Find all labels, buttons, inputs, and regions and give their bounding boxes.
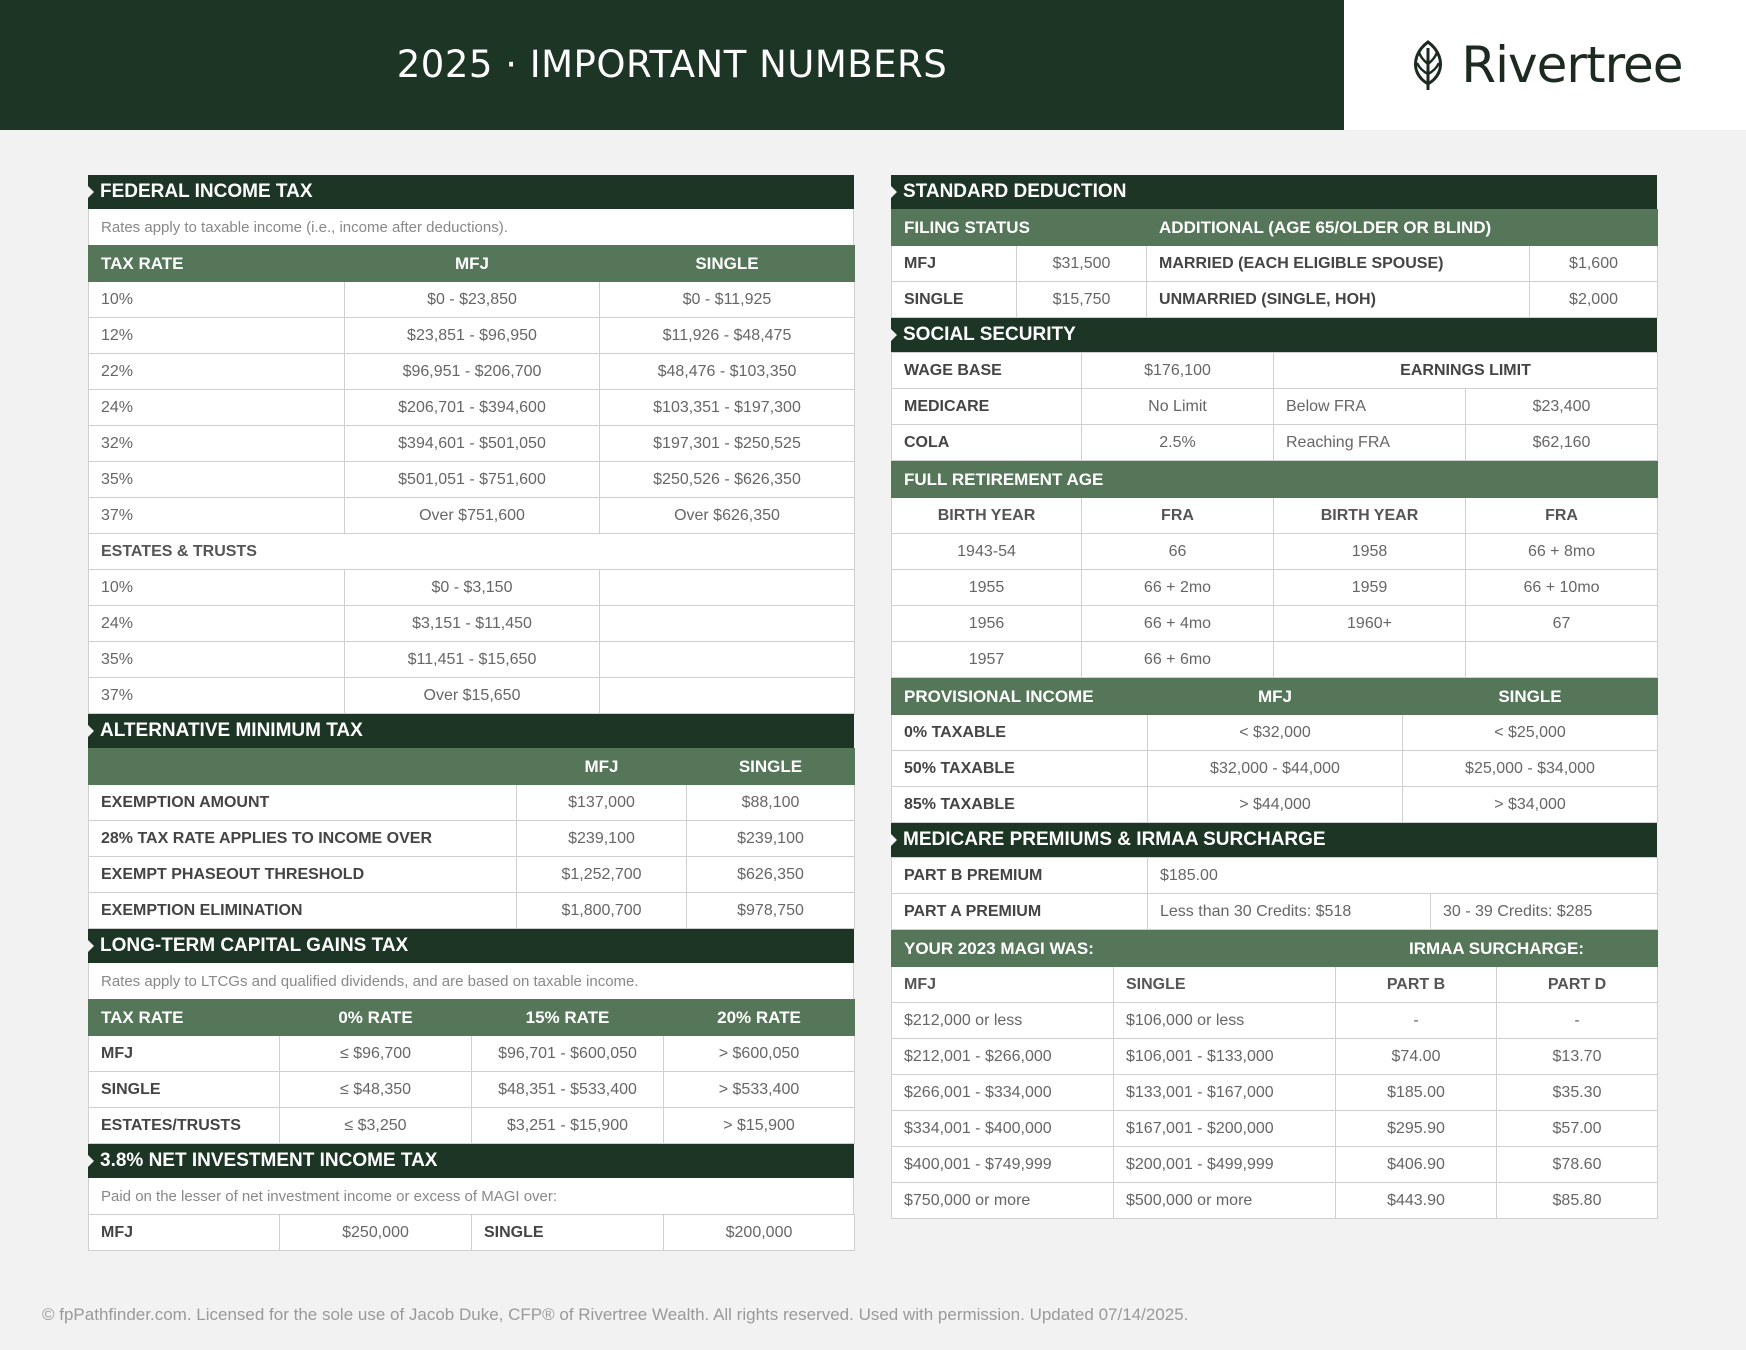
cell: $978,750	[687, 893, 855, 929]
table-row	[89, 785, 855, 821]
cell: 22%	[89, 354, 345, 390]
table-row	[89, 354, 855, 390]
header-cell: ADDITIONAL (AGE 65/OLDER OR BLIND)	[1147, 210, 1658, 246]
cell: 30 - 39 Credits: $285	[1431, 894, 1658, 930]
cell: $167,001 - $200,000	[1114, 1111, 1336, 1147]
cell: Less than 30 Credits: $518	[1148, 894, 1431, 930]
table-row	[892, 715, 1658, 751]
header-cell: BIRTH YEAR	[1274, 498, 1466, 534]
amt-table	[88, 748, 855, 929]
cell: $200,000	[664, 1215, 855, 1251]
cell: ≤ $48,350	[280, 1072, 472, 1108]
cell: $443.90	[1336, 1183, 1497, 1219]
empty-cell	[600, 678, 855, 714]
right-column	[891, 175, 1657, 1219]
left-column	[88, 175, 854, 1251]
table-header-row	[89, 246, 855, 282]
header-cell: 0% RATE	[280, 1000, 472, 1036]
row-label: 85% TAXABLE	[892, 787, 1148, 823]
row-label: MEDICARE	[892, 389, 1082, 425]
section-header-row	[892, 462, 1658, 498]
table-row	[89, 821, 855, 857]
section-title: FULL RETIREMENT AGE	[892, 462, 1658, 498]
cell: ≤ $96,700	[280, 1036, 472, 1072]
cell	[1274, 642, 1466, 678]
section-title: MEDICARE PREMIUMS & IRMAA SURCHARGE	[891, 823, 1657, 857]
table-row	[89, 642, 855, 678]
row-label: PART B PREMIUM	[892, 858, 1148, 894]
table-row	[89, 857, 855, 893]
cell: > $15,900	[664, 1108, 855, 1144]
cell: 66 + 4mo	[1082, 606, 1274, 642]
cell: $13.70	[1497, 1039, 1658, 1075]
row-label: WAGE BASE	[892, 353, 1082, 389]
cell: $0 - $11,925	[600, 282, 855, 318]
header-cell: PROVISIONAL INCOME	[892, 679, 1148, 715]
rivertree-logo	[1344, 0, 1746, 130]
table-row	[89, 1108, 855, 1144]
cell: $500,000 or more	[1114, 1183, 1336, 1219]
row-label: 28% TAX RATE APPLIES TO INCOME OVER	[89, 821, 517, 857]
cell: ≤ $3,250	[280, 1108, 472, 1144]
cell: $106,001 - $133,000	[1114, 1039, 1336, 1075]
cell: Below FRA	[1274, 389, 1466, 425]
table-row	[892, 1003, 1658, 1039]
table-header-row	[892, 967, 1658, 1003]
cell: $103,351 - $197,300	[600, 390, 855, 426]
row-label: SINGLE	[472, 1215, 664, 1251]
row-label: EXEMPT PHASEOUT THRESHOLD	[89, 857, 517, 893]
row-label: MFJ	[89, 1215, 280, 1251]
table-row	[89, 893, 855, 929]
cell: $750,000 or more	[892, 1183, 1114, 1219]
section-note: Paid on the lesser of net investment income or excess of MAGI over:	[88, 1178, 854, 1214]
table-row	[89, 390, 855, 426]
cell: $96,951 - $206,700	[345, 354, 600, 390]
cell: 1958	[1274, 534, 1466, 570]
cell: $334,001 - $400,000	[892, 1111, 1114, 1147]
cell: Over $15,650	[345, 678, 600, 714]
table-row	[89, 462, 855, 498]
table-header-row	[892, 498, 1658, 534]
cell: > $44,000	[1148, 787, 1403, 823]
table-row	[892, 1147, 1658, 1183]
table-row	[892, 1075, 1658, 1111]
page-title: 2025 · IMPORTANT NUMBERS	[396, 43, 948, 86]
table-row	[89, 318, 855, 354]
cell: $31,500	[1017, 246, 1147, 282]
cell: $239,100	[687, 821, 855, 857]
table-row	[892, 606, 1658, 642]
row-label: EXEMPTION AMOUNT	[89, 785, 517, 821]
cell: 10%	[89, 570, 345, 606]
page-header	[0, 0, 1746, 130]
table-row	[892, 282, 1658, 318]
row-label: UNMARRIED (SINGLE, HOH)	[1147, 282, 1530, 318]
cell: $206,701 - $394,600	[345, 390, 600, 426]
table-row	[89, 282, 855, 318]
federal-income-tax-table	[88, 245, 855, 714]
cell: 1943-54	[892, 534, 1082, 570]
cell: 37%	[89, 498, 345, 534]
cell: > $34,000	[1403, 787, 1658, 823]
cell: $88,100	[687, 785, 855, 821]
row-label: 50% TAXABLE	[892, 751, 1148, 787]
cell: $25,000 - $34,000	[1403, 751, 1658, 787]
provisional-income-table	[891, 678, 1658, 823]
table-row	[89, 498, 855, 534]
cell: 66 + 8mo	[1466, 534, 1658, 570]
cell: 32%	[89, 426, 345, 462]
header-cell: PART B	[1336, 967, 1497, 1003]
section-title: STANDARD DEDUCTION	[891, 175, 1657, 209]
header-cell: SINGLE	[600, 246, 855, 282]
table-row	[89, 1072, 855, 1108]
section-title: SOCIAL SECURITY	[891, 318, 1657, 352]
header-cell: FRA	[1082, 498, 1274, 534]
cell: $133,001 - $167,000	[1114, 1075, 1336, 1111]
table-row	[89, 1036, 855, 1072]
header-cell: TAX RATE	[89, 1000, 280, 1036]
cell: $3,151 - $11,450	[345, 606, 600, 642]
cell: $1,252,700	[517, 857, 687, 893]
cell: $212,001 - $266,000	[892, 1039, 1114, 1075]
row-label: ESTATES/TRUSTS	[89, 1108, 280, 1144]
cell: $78.60	[1497, 1147, 1658, 1183]
ltcg-table	[88, 999, 855, 1144]
header-cell: FILING STATUS	[892, 210, 1147, 246]
table-header-row	[89, 1000, 855, 1036]
table-row	[89, 570, 855, 606]
cell	[1466, 642, 1658, 678]
section-note: Rates apply to LTCGs and qualified dividends, and are based on taxable income.	[88, 963, 854, 999]
header-cell: 15% RATE	[472, 1000, 664, 1036]
cell: $200,001 - $499,999	[1114, 1147, 1336, 1183]
header-cell: MFJ	[1148, 679, 1403, 715]
niit-table	[88, 1214, 855, 1251]
empty-cell	[600, 642, 855, 678]
table-row	[892, 1039, 1658, 1075]
cell: No Limit	[1082, 389, 1274, 425]
empty-cell	[600, 606, 855, 642]
cell: $106,000 or less	[1114, 1003, 1336, 1039]
cell: 10%	[89, 282, 345, 318]
estates-trusts-label: ESTATES & TRUSTS	[89, 534, 855, 570]
table-header-row	[892, 931, 1658, 967]
cell: $23,400	[1466, 389, 1658, 425]
cell: $23,851 - $96,950	[345, 318, 600, 354]
table-header-row	[892, 210, 1658, 246]
cell: $626,350	[687, 857, 855, 893]
cell: $48,351 - $533,400	[472, 1072, 664, 1108]
estates-trusts-row	[89, 534, 855, 570]
section-title: LONG-TERM CAPITAL GAINS TAX	[88, 929, 854, 963]
cell: 1957	[892, 642, 1082, 678]
cell: $185.00	[1148, 858, 1658, 894]
section-title: ALTERNATIVE MINIMUM TAX	[88, 714, 854, 748]
cell: $394,601 - $501,050	[345, 426, 600, 462]
row-label: MFJ	[89, 1036, 280, 1072]
table-row	[892, 1183, 1658, 1219]
cell: $0 - $3,150	[345, 570, 600, 606]
cell: 66	[1082, 534, 1274, 570]
table-row	[892, 353, 1658, 389]
cell: 66 + 10mo	[1466, 570, 1658, 606]
standard-deduction-table	[891, 209, 1658, 318]
cell: $250,000	[280, 1215, 472, 1251]
cell: $501,051 - $751,600	[345, 462, 600, 498]
cell: $15,750	[1017, 282, 1147, 318]
full-retirement-age-table	[891, 461, 1658, 678]
cell: $266,001 - $334,000	[892, 1075, 1114, 1111]
section-note: Rates apply to taxable income (i.e., income after deductions).	[88, 209, 854, 245]
section-title: FEDERAL INCOME TAX	[88, 175, 854, 209]
table-header-row	[892, 679, 1658, 715]
row-label: SINGLE	[892, 282, 1017, 318]
section-title: 3.8% NET INVESTMENT INCOME TAX	[88, 1144, 854, 1178]
header-cell: SINGLE	[1403, 679, 1658, 715]
cell: 67	[1466, 606, 1658, 642]
row-label: PART A PREMIUM	[892, 894, 1148, 930]
cell: $400,001 - $749,999	[892, 1147, 1114, 1183]
cell: 1960+	[1274, 606, 1466, 642]
table-header-row	[89, 749, 855, 785]
cell: > $533,400	[664, 1072, 855, 1108]
empty-cell	[600, 570, 855, 606]
header-cell: YOUR 2023 MAGI WAS:	[892, 931, 1336, 967]
header-cell: FRA	[1466, 498, 1658, 534]
cell: 1956	[892, 606, 1082, 642]
cell: 1959	[1274, 570, 1466, 606]
cell: < $32,000	[1148, 715, 1403, 751]
table-row	[892, 425, 1658, 461]
cell: 35%	[89, 642, 345, 678]
medicare-premiums-table	[891, 857, 1658, 930]
table-row	[89, 1215, 855, 1251]
cell: Over $751,600	[345, 498, 600, 534]
table-row	[89, 426, 855, 462]
copyright-footer: © fpPathfinder.com. Licensed for the sole use of Jacob Duke, CFP® of Rivertree Wealth. All rights reserved. Used with permission. Updated 07/14/2025.	[42, 1305, 1189, 1324]
tree-logo-icon	[1407, 38, 1449, 92]
header-cell: IRMAA SURCHARGE:	[1336, 931, 1658, 967]
cell: Reaching FRA	[1274, 425, 1466, 461]
table-row	[892, 642, 1658, 678]
cell: $3,251 - $15,900	[472, 1108, 664, 1144]
cell: 66 + 6mo	[1082, 642, 1274, 678]
row-label: COLA	[892, 425, 1082, 461]
table-row	[892, 570, 1658, 606]
earnings-limit-label: EARNINGS LIMIT	[1274, 353, 1658, 389]
table-row	[892, 389, 1658, 425]
cell: $11,926 - $48,475	[600, 318, 855, 354]
table-row	[89, 606, 855, 642]
cell: $295.90	[1336, 1111, 1497, 1147]
header-cell: BIRTH YEAR	[892, 498, 1082, 534]
header-cell	[89, 749, 517, 785]
cell: < $25,000	[1403, 715, 1658, 751]
cell: $185.00	[1336, 1075, 1497, 1111]
table-row	[892, 894, 1658, 930]
table-row	[892, 751, 1658, 787]
cell: 35%	[89, 462, 345, 498]
logo-text: Rivertree	[1461, 36, 1683, 94]
cell: > $600,050	[664, 1036, 855, 1072]
cell: $2,000	[1530, 282, 1658, 318]
cell: 1955	[892, 570, 1082, 606]
cell: -	[1336, 1003, 1497, 1039]
row-label: SINGLE	[89, 1072, 280, 1108]
cell: $96,701 - $600,050	[472, 1036, 664, 1072]
cell: 12%	[89, 318, 345, 354]
cell: $137,000	[517, 785, 687, 821]
header-cell: MFJ	[345, 246, 600, 282]
header-cell: MFJ	[517, 749, 687, 785]
header-cell: 20% RATE	[664, 1000, 855, 1036]
cell: $57.00	[1497, 1111, 1658, 1147]
cell: 37%	[89, 678, 345, 714]
cell: $32,000 - $44,000	[1148, 751, 1403, 787]
cell: $0 - $23,850	[345, 282, 600, 318]
cell: 24%	[89, 606, 345, 642]
cell: $1,600	[1530, 246, 1658, 282]
table-row	[892, 246, 1658, 282]
header-cell: PART D	[1497, 967, 1658, 1003]
header-cell: MFJ	[892, 967, 1114, 1003]
header-cell: TAX RATE	[89, 246, 345, 282]
cell: $239,100	[517, 821, 687, 857]
cell: $11,451 - $15,650	[345, 642, 600, 678]
cell: $62,160	[1466, 425, 1658, 461]
cell: 2.5%	[1082, 425, 1274, 461]
cell: $1,800,700	[517, 893, 687, 929]
table-row	[89, 678, 855, 714]
row-label: MARRIED (EACH ELIGIBLE SPOUSE)	[1147, 246, 1530, 282]
irmaa-table	[891, 930, 1658, 1219]
cell: $48,476 - $103,350	[600, 354, 855, 390]
row-label: 0% TAXABLE	[892, 715, 1148, 751]
cell: $197,301 - $250,525	[600, 426, 855, 462]
table-row	[892, 1111, 1658, 1147]
cell: $212,000 or less	[892, 1003, 1114, 1039]
cell: $74.00	[1336, 1039, 1497, 1075]
cell: $176,100	[1082, 353, 1274, 389]
cell: 66 + 2mo	[1082, 570, 1274, 606]
cell: 24%	[89, 390, 345, 426]
cell: -	[1497, 1003, 1658, 1039]
row-label: MFJ	[892, 246, 1017, 282]
cell: $250,526 - $626,350	[600, 462, 855, 498]
header-cell: SINGLE	[687, 749, 855, 785]
cell: $85.80	[1497, 1183, 1658, 1219]
cell: Over $626,350	[600, 498, 855, 534]
row-label: EXEMPTION ELIMINATION	[89, 893, 517, 929]
social-security-table	[891, 352, 1658, 461]
table-row	[892, 858, 1658, 894]
cell: $35.30	[1497, 1075, 1658, 1111]
table-row	[892, 534, 1658, 570]
header-cell: SINGLE	[1114, 967, 1336, 1003]
table-row	[892, 787, 1658, 823]
cell: $406.90	[1336, 1147, 1497, 1183]
